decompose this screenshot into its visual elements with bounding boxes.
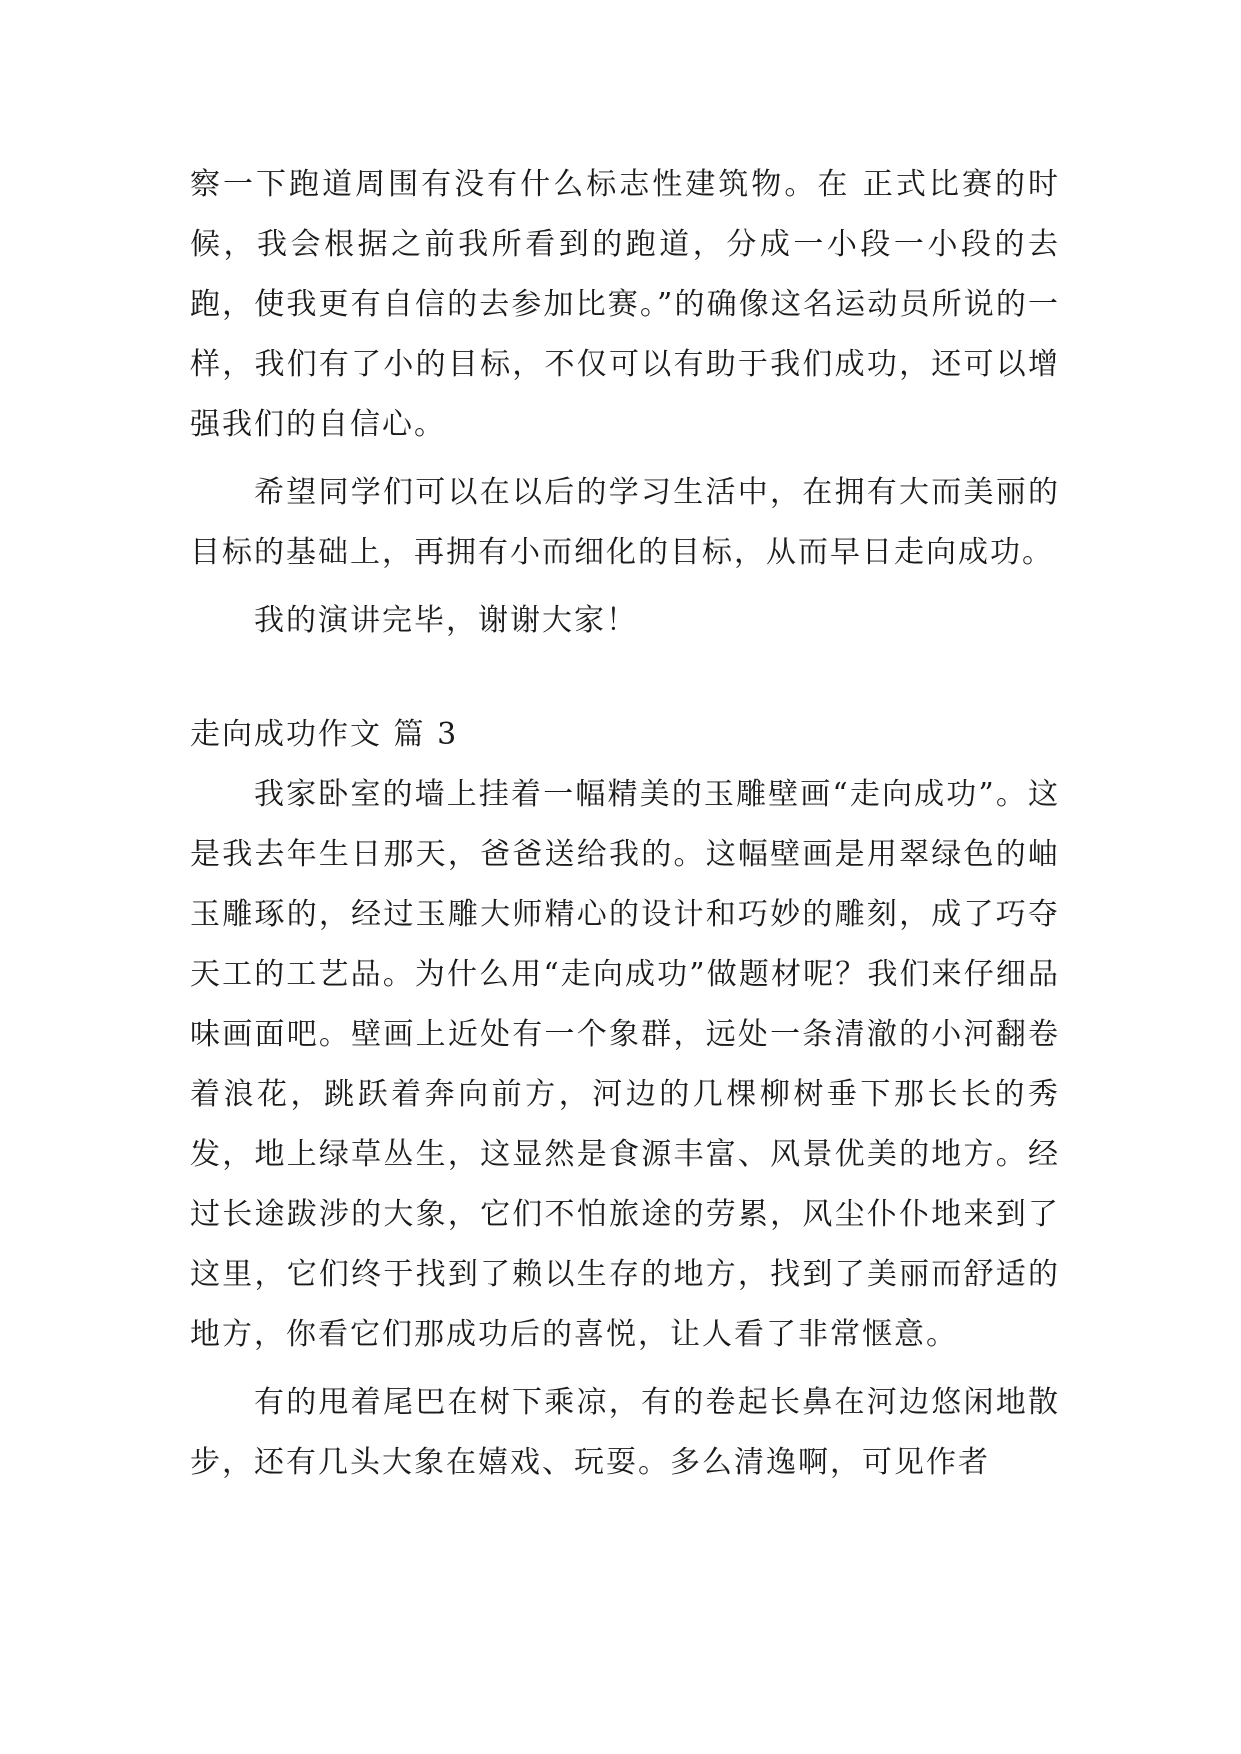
paragraph-elephants: 有的甩着尾巴在树下乘凉，有的卷起长鼻在河边悠闲地散步，还有几头大象在嬉戏、玩耍。多么清逸啊，可见作者	[190, 1385, 1060, 1480]
section-title: 走向成功作文 篇 3	[190, 717, 459, 752]
document-body	[190, 155, 1060, 1493]
paragraph-mural: 我家卧室的墙上挂着一幅精美的玉雕壁画“走向成功”。这是我去年生日那天，爸爸送给我的。这幅壁画是用翠绿色的岫玉雕琢的，经过玉雕大师精心的设计和巧妙的雕刻，成了巧夺天工的工艺品。为什么用“走向成功”做题材呢？我们来仔细品味画面吧。壁画上近处有一个象群，远处一条清澈的小河翻卷着浪花，跳跃着奔向前方，河边的几棵柳树垂下那长长的秀发，地上绿草丛生，这显然是食源丰富、风景优美的地方。经过长途跋涉的大象，它们不怕旅途的劳累，风尘仆仆地来到了这里，它们终于找到了赖以生存的地方，找到了美丽而舒适的地方，你看它们那成功后的喜悦，让人看了非常惬意。	[190, 777, 1060, 1352]
paragraph-closing: 我的演讲完毕，谢谢大家！	[254, 603, 638, 638]
paragraph-hope: 希望同学们可以在以后的学习生活中，在拥有大而美丽的目标的基础上，再拥有小而细化的目标，从而早日走向成功。	[190, 475, 1060, 570]
paragraph-continued: 察一下跑道周围有没有什么标志性建筑物。在 正式比赛的时候，我会根据之前我所看到的跑道，分成一小段一小段的去跑，使我更有自信的去参加比赛。”的确像这名运动员所说的一样，我们有了小的目标，不仅可以有助于我们成功，还可以增强我们的自信心。	[190, 167, 1060, 442]
